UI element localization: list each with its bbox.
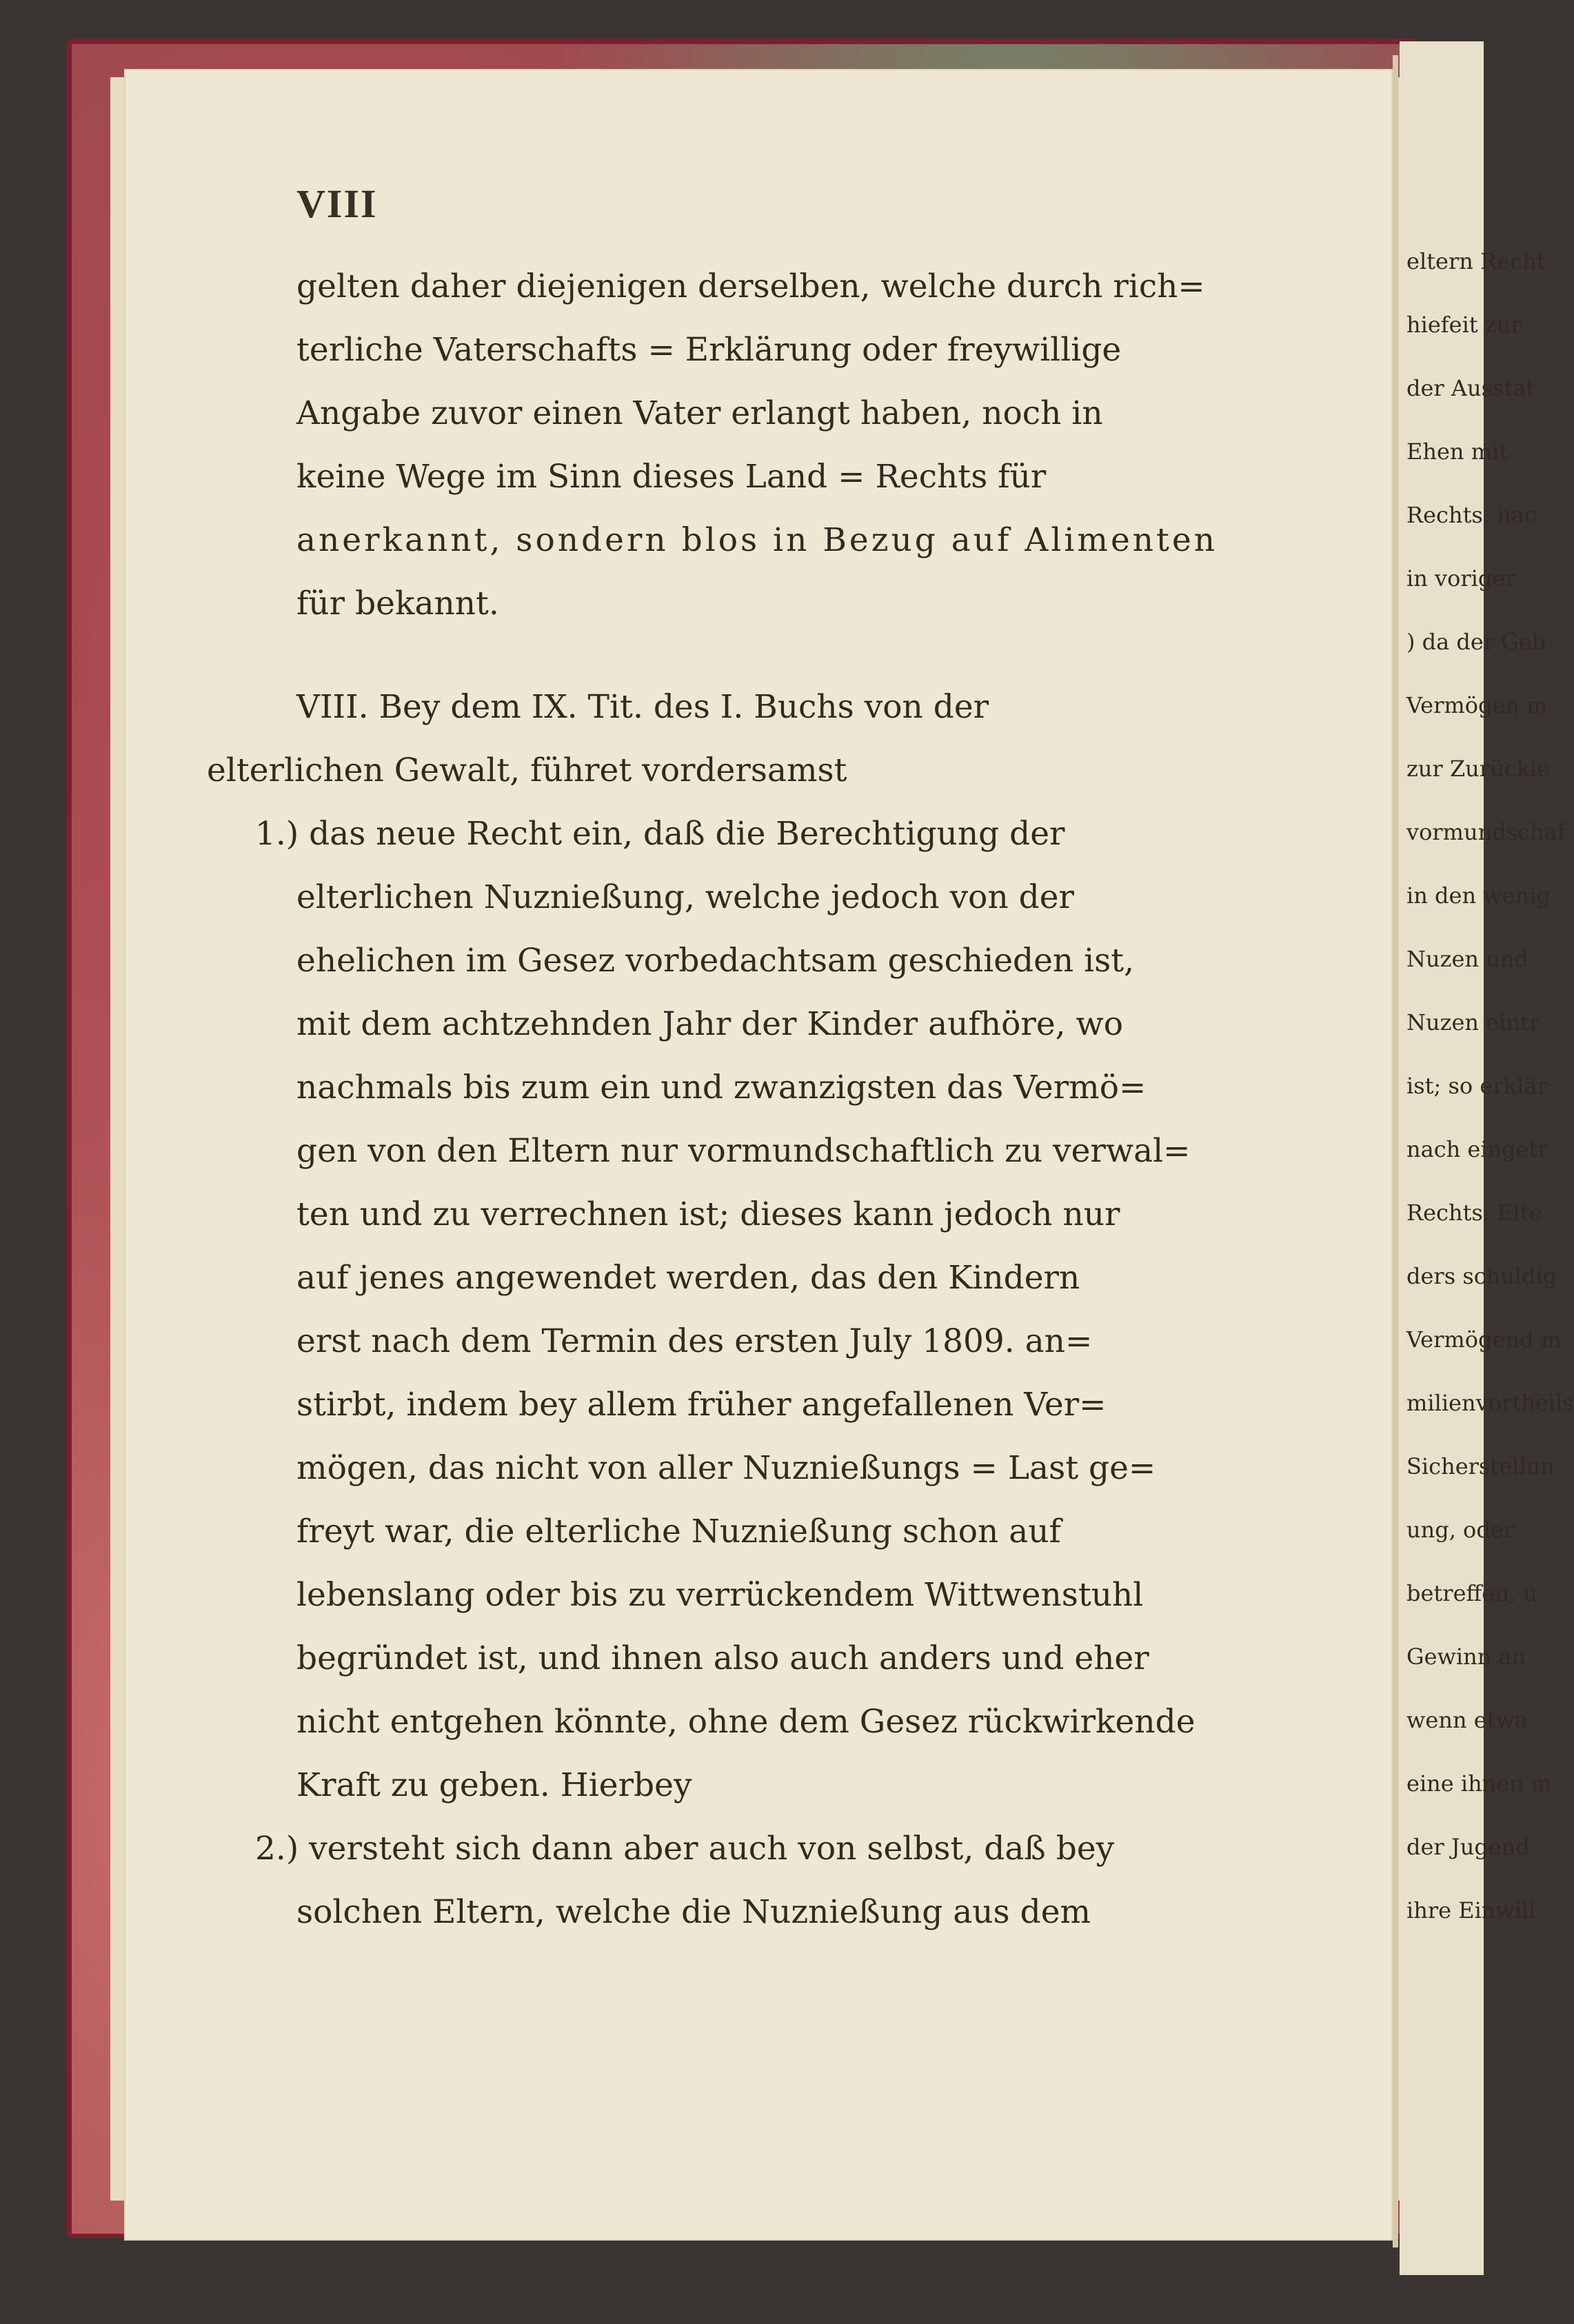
facing-page-fragment: Nuzen und (1406, 946, 1528, 972)
text-line: gelten daher diejenigen derselben, welche durch rich= (296, 267, 1205, 305)
text-line: erst nach dem Termin des ersten July 1809. an= (296, 1322, 1093, 1360)
facing-page-fragment: ders schuldig (1406, 1263, 1557, 1289)
facing-page-fragment: Vermögend m (1406, 1326, 1562, 1353)
facing-page-fragment: eine ihnen m (1406, 1770, 1552, 1797)
text-line: lebenslang oder bis zu verrückendem Wittwenstuhl (296, 1576, 1144, 1614)
facing-page-fragment: vormundschaf (1406, 819, 1566, 845)
text-line: anerkannt, sondern blos in Bezug auf Alimenten (296, 521, 1218, 559)
facing-page-fragment: zur Zurückle (1406, 756, 1551, 782)
list-item-1: 1.) das neue Recht ein, daß die Berechtigung der (255, 815, 1065, 853)
facing-page-fragment: Rechts, Elte (1406, 1200, 1542, 1226)
text-line: Kraft zu geben. Hierbey (296, 1766, 692, 1804)
list-item-2: 2.) versteht sich dann aber auch von selbst, daß bey (255, 1830, 1115, 1868)
running-head: VIII (296, 181, 378, 226)
facing-page-fragment: ) da der Geb (1406, 629, 1546, 655)
page-text (207, 255, 1262, 1944)
facing-page-fragment: Sicherstellun (1406, 1453, 1555, 1479)
facing-page-fragment: der Ausstat (1406, 375, 1535, 401)
facing-page-fragment: hiefeit zur (1406, 312, 1522, 338)
text-line: begründet ist, und ihnen also auch anders und eher (296, 1639, 1149, 1677)
text-line: gen von den Eltern nur vormundschaftlich zu verwal= (296, 1132, 1191, 1170)
facing-page-fragment: Ehen mit (1406, 438, 1509, 465)
text-line: keine Wege im Sinn dieses Land = Rechts für (296, 458, 1047, 496)
facing-page-fragment: milienvortheils (1406, 1390, 1574, 1416)
facing-page-fragment: der Jugend (1406, 1834, 1530, 1860)
text-line: elterlichen Nuznießung, welche jedoch von der (296, 878, 1075, 916)
text-line: nicht entgehen könnte, ohne dem Gesez rückwirkende (296, 1703, 1195, 1741)
text-line: stirbt, indem bey allem früher angefallenen Ver= (296, 1386, 1107, 1424)
facing-page-fragment: in voriger (1406, 565, 1516, 592)
facing-page-fragment: nach eingetr (1406, 1136, 1548, 1162)
section-heading: VIII. Bey dem IX. Tit. des I. Buchs von der (296, 688, 989, 726)
facing-page-fragment: wenn etwa (1406, 1707, 1528, 1733)
text-line: elterlichen Gewalt, führet vordersamst (207, 751, 847, 789)
text-line: Angabe zuvor einen Vater erlangt haben, noch in (296, 394, 1103, 432)
facing-page-fragment: ihre Einwill (1406, 1897, 1536, 1923)
facing-page-fragment: Nuzen eintr (1406, 1009, 1540, 1035)
text-line: auf jenes angewendet werden, das den Kindern (296, 1259, 1080, 1297)
text-line: ehelichen im Gesez vorbedachtsam geschieden ist, (296, 942, 1135, 980)
text-line: ten und zu verrechnen ist; dieses kann jedoch nur (296, 1195, 1120, 1233)
facing-page-fragment: betreffen, u (1406, 1580, 1537, 1606)
facing-page-fragment: eltern Recht (1406, 248, 1546, 274)
facing-page-fragment: Vermögen m (1406, 692, 1548, 718)
text-line: mit dem achtzehnden Jahr der Kinder aufhöre, wo (296, 1005, 1124, 1043)
facing-page-fragment: ung, oder (1406, 1517, 1515, 1543)
page-gutter (1393, 55, 1398, 2247)
facing-page-fragment: Rechts, nac (1406, 502, 1537, 528)
facing-page-fragment: Gewinn an (1406, 1644, 1526, 1670)
text-line: nachmals bis zum ein und zwanzigsten das Vermö= (296, 1069, 1147, 1107)
text-line: für bekannt. (296, 585, 499, 623)
facing-page-fragment: ist; so erklär (1406, 1073, 1548, 1099)
facing-page-fragment: in den wenig (1406, 882, 1551, 909)
text-line: freyt war, die elterliche Nuznießung schon auf (296, 1513, 1061, 1550)
text-line: terliche Vaterschafts = Erklärung oder freywillige (296, 331, 1122, 369)
text-line: solchen Eltern, welche die Nuznießung aus dem (296, 1893, 1091, 1931)
text-line: mögen, das nicht von aller Nuznießungs = Last ge= (296, 1449, 1156, 1487)
